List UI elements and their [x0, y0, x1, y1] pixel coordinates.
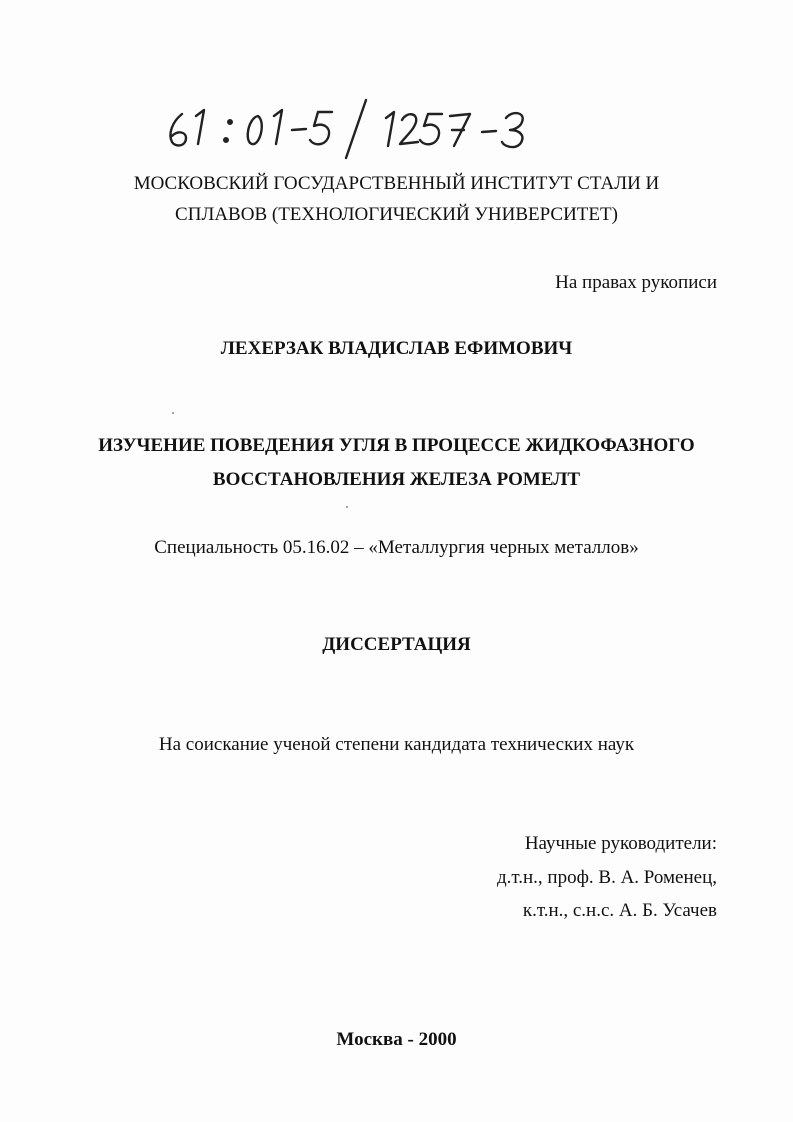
scan-speck [346, 506, 348, 508]
document-type: ДИССЕРТАЦИЯ [322, 634, 471, 655]
supervisor-1: д.т.н., проф. В. А. Роменец, [496, 867, 717, 888]
institution-line-2: СПЛАВОВ (ТЕХНОЛОГИЧЕСКИЙ УНИВЕРСИТЕТ) [175, 204, 618, 225]
scan-speck [172, 412, 174, 414]
handwritten-catalog-number-drawing [160, 92, 560, 162]
degree-statement: На соискание ученой степени кандидата технических наук [158, 734, 635, 755]
institution-line-1: МОСКОВСКИЙ ГОСУДАРСТВЕННЫЙ ИНСТИТУТ СТАЛИ И [133, 173, 660, 194]
handwritten-catalog-number [160, 92, 560, 162]
supervisors-heading: Научные руководители: [524, 833, 717, 854]
manuscript-rights-note: На правах рукописи [555, 272, 717, 293]
specialty: Специальность 05.16.02 – «Металлургия черных металлов» [154, 537, 639, 558]
dissertation-title-line-2: ВОССТАНОВЛЕНИЯ ЖЕЛЕЗА РОМЕЛТ [212, 469, 581, 490]
dissertation-title-line-1: ИЗУЧЕНИЕ ПОВЕДЕНИЯ УГЛЯ В ПРОЦЕССЕ ЖИДКОФАЗНОГО [98, 435, 695, 456]
supervisor-2: к.т.н., с.н.с. А. Б. Усачев [522, 900, 717, 921]
author-name: ЛЕХЕРЗАК ВЛАДИСЛАВ ЕФИМОВИЧ [220, 338, 573, 359]
place-and-year: Москва - 2000 [336, 1029, 457, 1050]
